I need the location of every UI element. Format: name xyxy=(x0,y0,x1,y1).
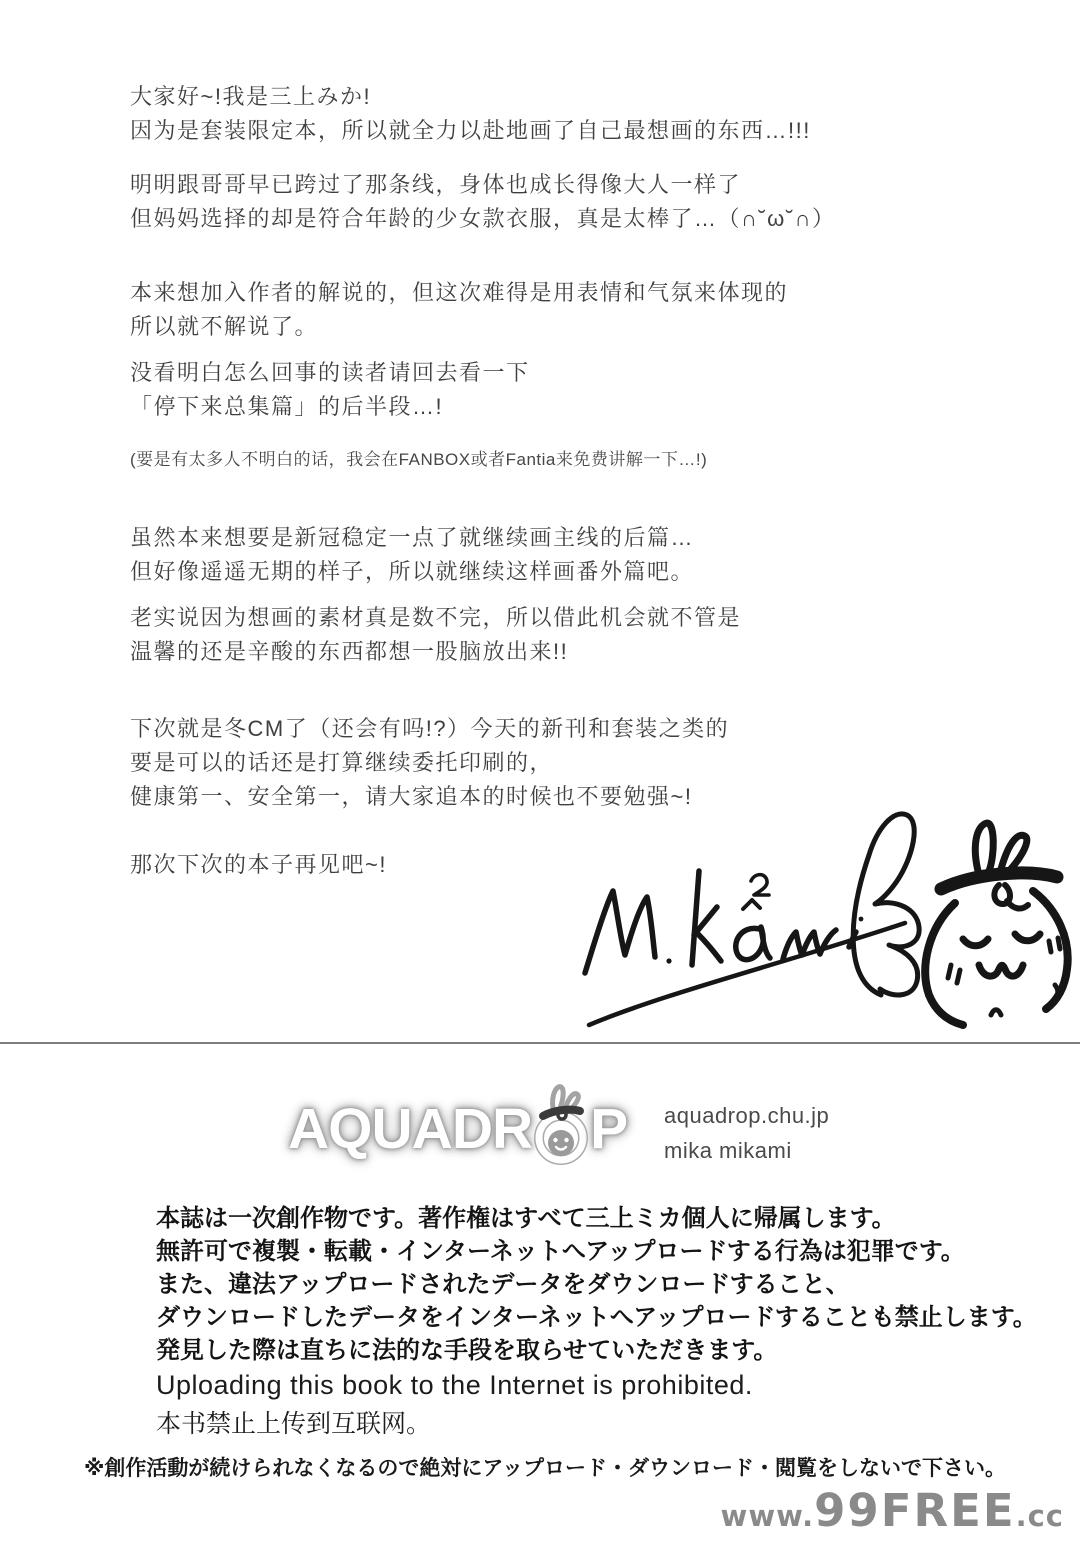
copyright-line: 発見した際は直ちに法的な手段を取らせていただきます。 xyxy=(156,1337,778,1364)
afterword-paragraph xyxy=(130,80,811,148)
copyright-line: 無許可で複製・転載・インターネットへアップロードする行為は犯罪です。 xyxy=(156,1238,965,1265)
afterword-line: 本来想加入作者的解说的，但这次难得是用表情和气氛来体现的 xyxy=(130,280,789,305)
artist-name: mika mikami xyxy=(664,1138,792,1163)
afterword-line: 所以就不解说了。 xyxy=(130,314,319,339)
copyright-line: ダウンロードしたデータをインターネットへアップロードすることも禁止します。 xyxy=(156,1304,1037,1331)
circle-logo xyxy=(288,1082,627,1168)
afterword-paragraph xyxy=(130,521,694,589)
afterword-line: 健康第一、安全第一，请大家追本的时候也不要勉强~! xyxy=(130,784,693,809)
afterword-line: 那次下次的本子再见吧~! xyxy=(130,852,387,877)
site-watermark xyxy=(721,1484,1064,1537)
watermark-suffix: .cc xyxy=(1015,1499,1064,1533)
logo-drop-mascot-icon xyxy=(530,1082,592,1168)
afterword-paragraph xyxy=(130,276,788,344)
afterword-paragraph xyxy=(130,168,835,236)
afterword-paragraph xyxy=(130,356,530,424)
watermark-name: 99FREE xyxy=(814,1484,1016,1537)
afterword-line: 下次就是冬CM了（还会有吗!?）今天的新刊和套装之类的 xyxy=(130,716,730,741)
afterword-line: (要是有太多人不明白的话，我会在FANBOX或者Fantia来免费讲解一下…!) xyxy=(130,450,708,469)
copyright-line: また、違法アップロードされたデータをダウンロードすること、 xyxy=(156,1271,850,1298)
copyright-line: 本誌は一次創作物です。著作権はすべて三上ミカ個人に帰属します。 xyxy=(156,1205,896,1232)
logo-letters-right: P xyxy=(590,1097,628,1161)
afterword-line: 大家好~!我是三上みか! xyxy=(130,84,372,109)
watermark-prefix: www. xyxy=(720,1499,815,1533)
circle-info xyxy=(664,1098,829,1168)
afterword-line: 但好像遥遥无期的样子，所以就继续这样画番外篇吧。 xyxy=(130,559,695,584)
afterword-paragraph xyxy=(130,601,741,669)
english-notice: Uploading this book to the Internet is prohibited. xyxy=(156,1370,753,1400)
afterword-line: 没看明白怎么回事的读者请回去看一下 xyxy=(130,360,530,385)
afterword-paragraph xyxy=(130,443,707,477)
afterword-line: 因为是套装限定本，所以就全力以赴地画了自己最想画的东西…!!! xyxy=(130,118,811,143)
afterword-paragraph xyxy=(130,848,387,882)
afterword-line: 温馨的还是辛酸的东西都想一股脑放出来!! xyxy=(130,639,569,664)
mascot-doodle xyxy=(915,815,1080,1030)
afterword-line: 要是可以的话还是打算继续委托印刷的， xyxy=(130,750,554,775)
afterword-line: 但妈妈选择的却是符合年龄的少女款衣服，真是太棒了…（∩˘ω˘∩） xyxy=(130,206,836,231)
circle-website: aquadrop.chu.jp xyxy=(664,1103,830,1128)
section-divider xyxy=(0,1042,1080,1044)
afterword-line: 老实说因为想画的素材真是数不完，所以借此机会就不管是 xyxy=(130,605,742,630)
afterword-line: 「停下来总集篇」的后半段…! xyxy=(130,394,444,419)
afterword-line: 明明跟哥哥早已跨过了那条线，身体也成长得像大人一样了 xyxy=(130,172,742,197)
chinese-notice: 本书禁止上传到互联网。 xyxy=(156,1411,432,1438)
afterword-line: 虽然本来想要是新冠稳定一点了就继续画主线的后篇… xyxy=(130,525,695,550)
logo-letters-left: AQUADR xyxy=(288,1097,533,1161)
copyright-text xyxy=(156,1202,1037,1367)
bottom-warning: ※創作活動が続けられなくなるので絶対にアップロード・ダウンロード・閲覧をしないで下さい。 xyxy=(84,1457,1006,1480)
